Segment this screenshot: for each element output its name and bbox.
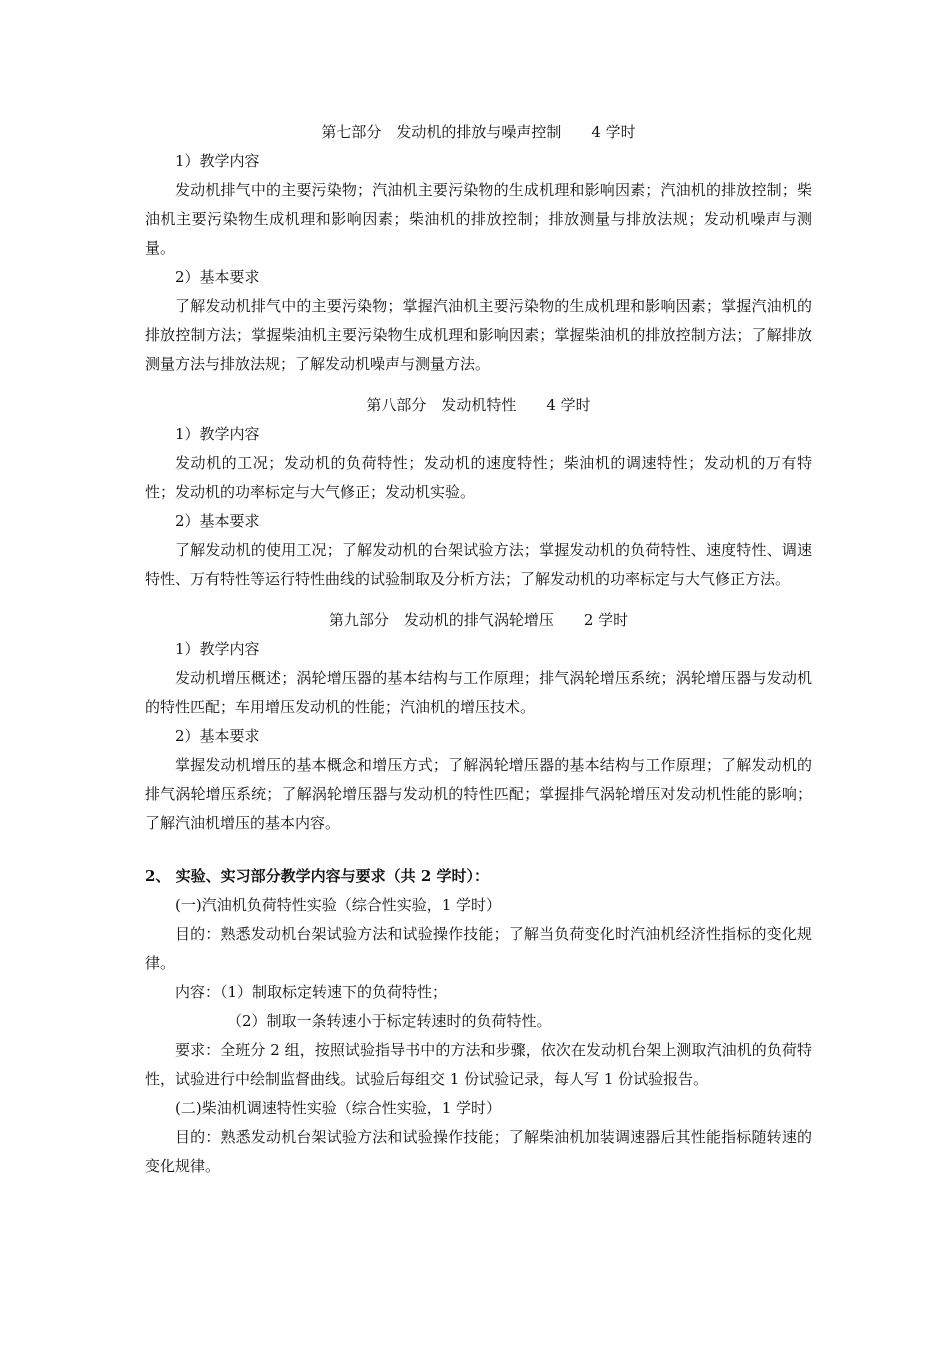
section-title: 第九部分 发动机的排气涡轮增压 2 学时 xyxy=(328,611,629,629)
content-paragraph: 发动机增压概述；涡轮增压器的基本结构与工作原理；排气涡轮增压系统；涡轮增压器与发动机的特性匹配；车用增压发动机的性能；汽油机的增压技术。 xyxy=(145,669,812,716)
content-paragraph: 发动机的工况；发动机的负荷特性；发动机的速度特性；柴油机的调速特性；发动机的万有特性；发动机的功率标定与大气修正；发动机实验。 xyxy=(145,454,812,501)
requirements-paragraph: 了解发动机排气中的主要污染物；掌握汽油机主要污染物的生成机理和影响因素；掌握汽油机的排放控制方法；掌握柴油机主要污染物生成机理和影响因素；掌握柴油机的排放控制方法；了解排放测量方法与排放法规；了解发动机噪声与测量方法。 xyxy=(145,297,812,373)
document-body xyxy=(145,118,812,1181)
content-paragraph: 发动机排气中的主要污染物；汽油机主要污染物的生成机理和影响因素；汽油机的排放控制；柴油机主要污染物生成机理和影响因素；柴油机的排放控制；排放测量与排放法规；发动机噪声与测量。 xyxy=(145,181,812,257)
content-label: 1）教学内容 xyxy=(175,425,260,443)
experiment-content-1: 内容：（1）制取标定转速下的负荷特性； xyxy=(175,983,448,1001)
requirements-label: 2）基本要求 xyxy=(175,512,260,530)
requirements-paragraph: 了解发动机的使用工况；了解发动机的台架试验方法；掌握发动机的负荷特性、速度特性、调速特性、万有特性等运行特性曲线的试验制取及分析方法；了解发动机的功率标定与大气修正方法。 xyxy=(145,541,812,588)
content-label: 1）教学内容 xyxy=(175,152,260,170)
requirements-paragraph: 掌握发动机增压的基本概念和增压方式；了解涡轮增压器的基本结构与工作原理；了解发动机的排气涡轮增压系统；了解涡轮增压器与发动机的特性匹配；掌握排气涡轮增压对发动机性能的影响；了解汽油机增压的基本内容。 xyxy=(145,756,812,832)
experiment-title: (一)汽油机负荷特性实验（综合性实验，1 学时） xyxy=(175,896,502,914)
section-title: 第七部分 发动机的排放与噪声控制 4 学时 xyxy=(321,123,636,141)
experiment-goal: 目的：熟悉发动机台架试验方法和试验操作技能；了解柴油机加装调速器后其性能指标随转速的变化规律。 xyxy=(145,1128,812,1175)
requirements-label: 2）基本要求 xyxy=(175,727,260,745)
experiment-requirements: 要求：全班分 2 组，按照试验指导书中的方法和步骤，依次在发动机台架上测取汽油机的负荷特性，试验进行中绘制监督曲线。试验后每组交 1 份试验记录，每人写 1 份试验报告。 xyxy=(145,1041,812,1088)
experiment-content-2: （2）制取一条转速小于标定转速时的负荷特性。 xyxy=(227,1012,552,1030)
experiment-title: (二)柴油机调速特性实验（综合性实验，1 学时） xyxy=(175,1099,502,1117)
content-label: 1）教学内容 xyxy=(175,640,260,658)
experiment-goal: 目的：熟悉发动机台架试验方法和试验操作技能；了解当负荷变化时汽油机经济性指标的变化规律。 xyxy=(145,925,812,972)
section-title: 第八部分 发动机特性 4 学时 xyxy=(366,396,591,414)
requirements-label: 2）基本要求 xyxy=(175,268,260,286)
lab-heading: 2、 实验、实习部分教学内容与要求（共 2 学时）： xyxy=(145,867,490,885)
